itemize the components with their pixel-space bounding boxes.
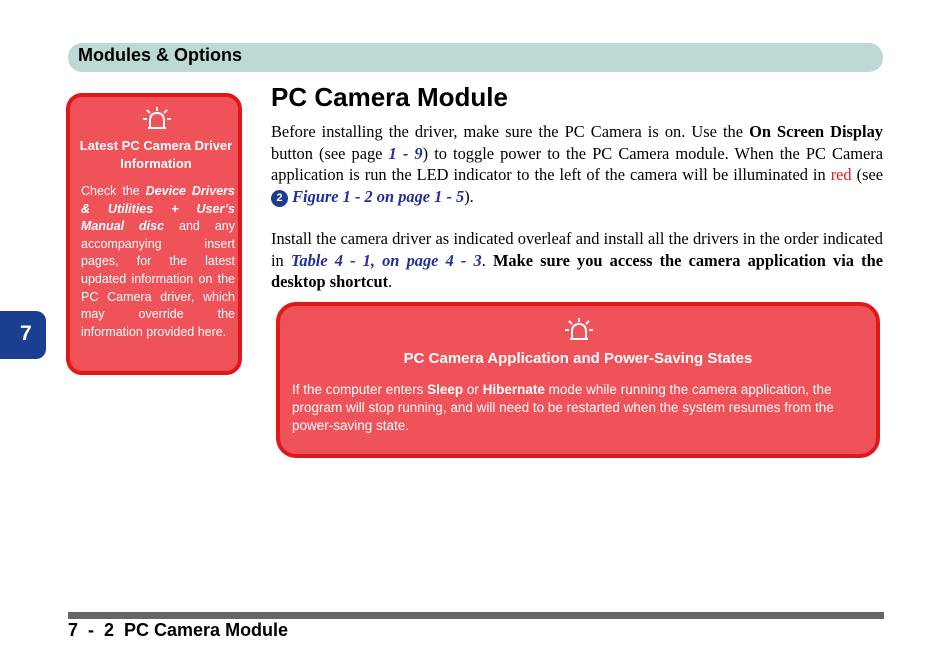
paragraph-driver-install: Before installing the driver, make sure the PC Camera is on. Use the On Screen Display button (see page 1 - 9) to toggle power to the PC Camera module. When the PC Camera application is run the LED indicator to the left of the camera will be illuminated in red (see 2 Figure 1 - 2 on page 1 - 5). <box>271 122 884 206</box>
figure-number-badge: 2 <box>271 190 288 207</box>
sidenote-box <box>66 93 242 375</box>
red-word: red <box>830 165 852 185</box>
note-box <box>276 302 880 458</box>
osd-button-name: On Screen Display <box>749 122 883 141</box>
note-body: If the computer enters Sleep or Hibernate mode while running the camera application, the program will stop running, and will need to be restarted when the system resumes from the power-saving state. <box>292 382 834 433</box>
section-title: Modules & Options <box>78 45 242 65</box>
page-footer: 7 - 2 PC Camera Module <box>68 620 289 640</box>
section-header-bar <box>68 43 883 72</box>
sidenote-body: Check the Device Drivers & Utilities + User’s Manual disc and any accompanying insert pages, for the latest updated information on the PC Camera driver, which may override the information provided here. <box>81 184 235 339</box>
chapter-number: 7 <box>20 322 32 345</box>
figure-link-1-2[interactable]: Figure 1 - 2 on page 1 - 5 <box>292 186 465 206</box>
table-link-4-1[interactable]: Table 4 - 1, on page 4 - 3 <box>290 250 482 270</box>
page-link-1-9[interactable]: 1 - 9 <box>388 143 423 163</box>
hibernate-term: Hibernate <box>482 382 545 397</box>
lightbulb-icon <box>564 317 594 343</box>
note-title: PC Camera Application and Power-Saving States <box>403 350 753 367</box>
disc-name: Device Drivers & Utilities + User’s Manual disc <box>81 184 235 234</box>
chapter-tab <box>0 311 46 359</box>
sleep-term: Sleep <box>427 382 464 397</box>
desktop-shortcut-warning: Make sure you access the camera application via the desktop shortcut <box>271 250 883 292</box>
lightbulb-icon <box>142 106 172 132</box>
footer-rule <box>68 612 884 619</box>
sidenote-title: Latest PC Camera Driver Information <box>79 138 233 171</box>
page-title: PC Camera Module <box>271 82 508 112</box>
paragraph-install-order: Install the camera driver as indicated overleaf and install all the drivers in the order indicated in Table 4 - 1, on page 4 - 3. Make sure you access the camera application via the desktop shortcut. <box>271 229 883 292</box>
